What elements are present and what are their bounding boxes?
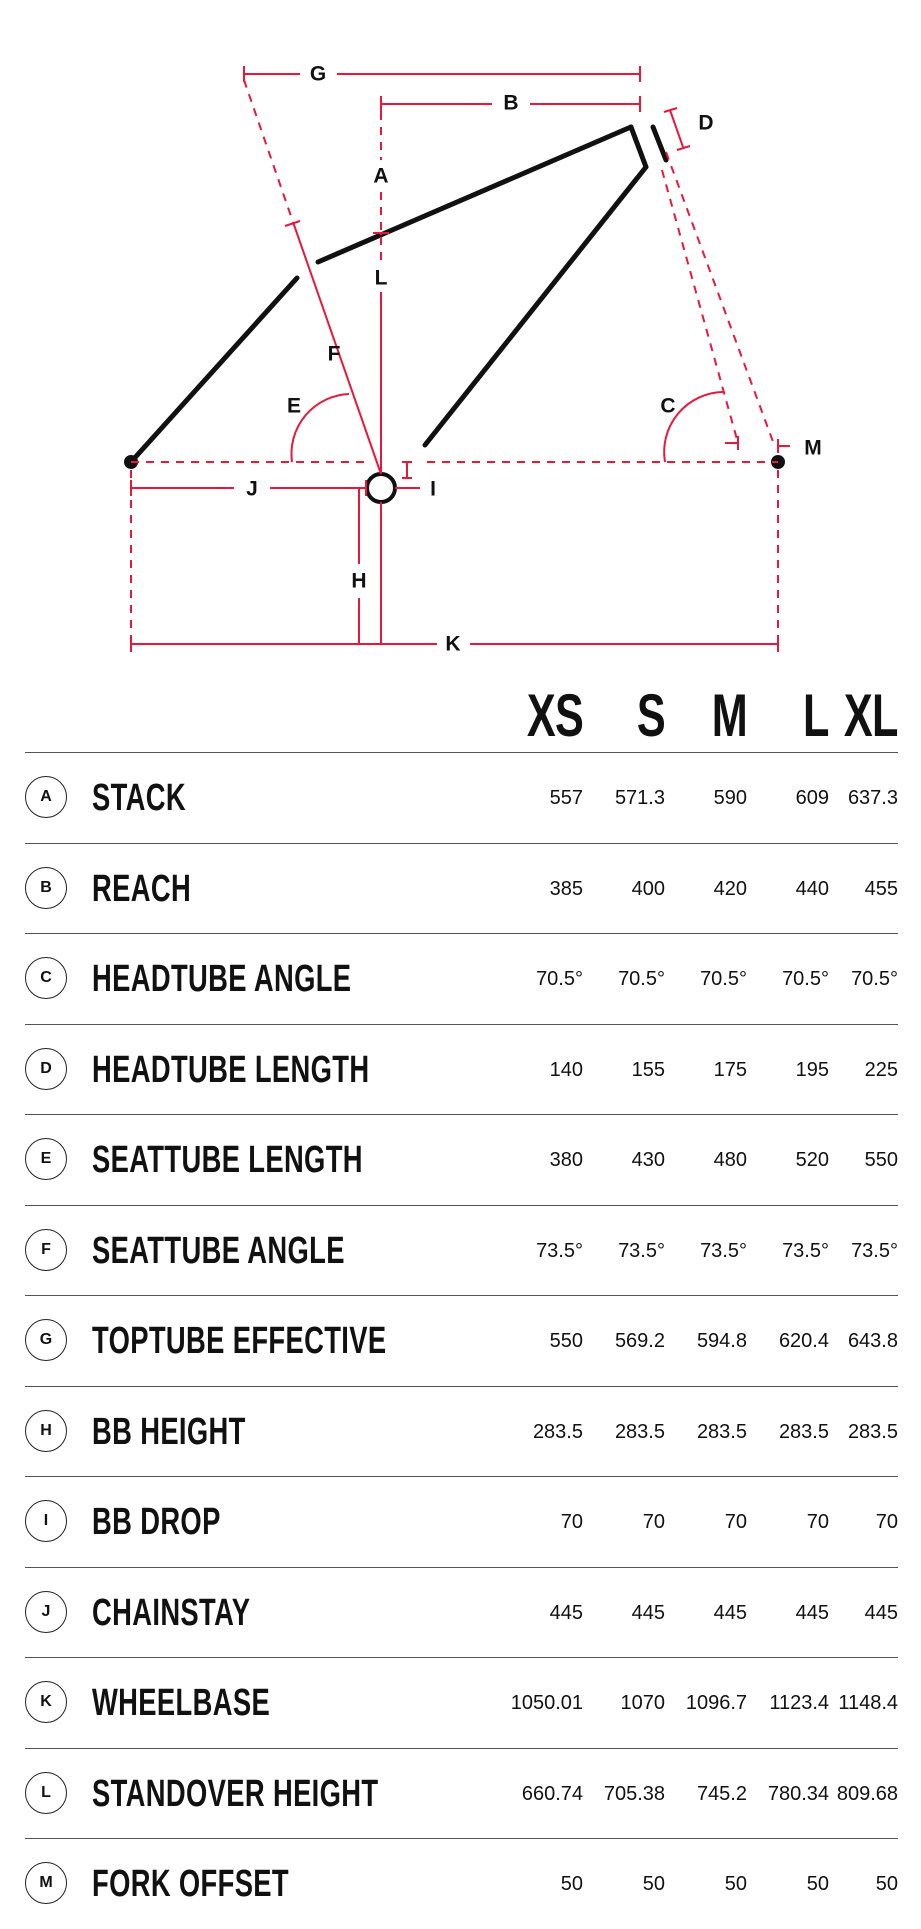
row-value-xs: 70.5° bbox=[536, 968, 583, 990]
row-value-m: 420 bbox=[713, 877, 747, 900]
frame-geometry-diagram bbox=[0, 0, 921, 680]
row-value-l: 283.5 bbox=[778, 1420, 829, 1443]
row-letter-badge: G bbox=[25, 1319, 67, 1361]
row-value-s: 400 bbox=[631, 877, 665, 900]
row-value-s: 569.2 bbox=[614, 1330, 665, 1352]
row-value-l: 195 bbox=[795, 1058, 829, 1081]
row-value-xs: 50 bbox=[560, 1873, 583, 1895]
row-value-m: 283.5 bbox=[696, 1420, 747, 1443]
row-value-xl: 809.68 bbox=[836, 1782, 898, 1805]
row-value-l: 1123.4 bbox=[769, 1692, 829, 1714]
row-value-l: 440 bbox=[795, 877, 829, 900]
row-value-xs: 140 bbox=[549, 1058, 583, 1081]
label-f: F bbox=[327, 342, 341, 366]
down-tube bbox=[425, 167, 646, 445]
row-value-m: 745.2 bbox=[696, 1782, 747, 1805]
row-measurement-name: BB HEIGHT bbox=[92, 1410, 246, 1453]
row-value-m: 50 bbox=[724, 1873, 747, 1895]
row-letter-badge: B bbox=[25, 867, 67, 909]
row-letter-badge: L bbox=[25, 1772, 67, 1814]
row-value-s: 1070 bbox=[620, 1692, 665, 1714]
row-value-xs: 283.5 bbox=[532, 1420, 583, 1443]
size-l: L bbox=[803, 682, 829, 749]
row-value-xl: 70 bbox=[875, 1511, 898, 1533]
row-value-m: 1096.7 bbox=[685, 1692, 747, 1714]
row-value-xl: 225 bbox=[864, 1058, 898, 1081]
row-value-s: 155 bbox=[631, 1058, 665, 1081]
row-value-s: 705.38 bbox=[603, 1782, 665, 1805]
row-value-xl: 283.5 bbox=[847, 1420, 898, 1443]
row-value-xl: 637.3 bbox=[847, 787, 898, 809]
table-row bbox=[25, 1205, 898, 1296]
row-value-l: 520 bbox=[795, 1149, 829, 1171]
row-value-m: 445 bbox=[713, 1601, 747, 1624]
row-letter-badge: M bbox=[25, 1862, 67, 1904]
row-letter-badge: H bbox=[25, 1410, 67, 1452]
row-value-m: 73.5° bbox=[700, 1239, 747, 1262]
row-value-l: 73.5° bbox=[782, 1239, 829, 1262]
size-header bbox=[25, 680, 898, 752]
row-value-m: 70.5° bbox=[700, 968, 747, 990]
row-value-xl: 550 bbox=[864, 1149, 898, 1171]
label-d: D bbox=[698, 111, 714, 135]
row-value-s: 445 bbox=[631, 1601, 665, 1624]
label-e: E bbox=[286, 394, 302, 418]
table-row bbox=[25, 752, 898, 843]
row-measurement-name: BB DROP bbox=[92, 1501, 221, 1543]
row-value-l: 70 bbox=[806, 1511, 829, 1533]
row-value-xl: 455 bbox=[864, 877, 898, 900]
row-value-m: 70 bbox=[724, 1511, 747, 1533]
row-value-xs: 660.74 bbox=[521, 1782, 583, 1805]
row-measurement-name: STACK bbox=[92, 777, 187, 819]
row-measurement-name: SEATTUBE ANGLE bbox=[92, 1229, 345, 1272]
table-row bbox=[25, 1476, 898, 1567]
table-row bbox=[25, 1114, 898, 1205]
row-letter-badge: J bbox=[25, 1591, 67, 1633]
row-measurement-name: WHEELBASE bbox=[92, 1682, 271, 1724]
row-value-xs: 557 bbox=[549, 787, 583, 809]
label-k: K bbox=[445, 632, 461, 656]
row-value-xl: 50 bbox=[875, 1873, 898, 1895]
size-m: M bbox=[711, 682, 747, 749]
row-value-xs: 385 bbox=[549, 877, 583, 900]
table-row bbox=[25, 1386, 898, 1477]
headset-mark bbox=[653, 127, 666, 160]
row-value-s: 571.3 bbox=[614, 787, 665, 809]
table-row bbox=[25, 1657, 898, 1748]
label-h: H bbox=[351, 569, 367, 593]
row-value-l: 620.4 bbox=[778, 1330, 829, 1352]
size-xs: XS bbox=[526, 682, 583, 749]
row-letter-badge: K bbox=[25, 1681, 67, 1723]
row-value-s: 50 bbox=[642, 1873, 665, 1895]
row-value-m: 480 bbox=[713, 1149, 747, 1171]
row-measurement-name: HEADTUBE ANGLE bbox=[92, 958, 352, 1000]
dimension-lines bbox=[131, 66, 790, 652]
table-row bbox=[25, 1024, 898, 1115]
table-row bbox=[25, 1567, 898, 1658]
label-a: A bbox=[373, 164, 389, 188]
label-b: B bbox=[503, 91, 519, 115]
row-value-xs: 73.5° bbox=[536, 1239, 583, 1262]
bike-frame bbox=[131, 127, 666, 462]
row-letter-badge: I bbox=[25, 1500, 67, 1542]
row-value-l: 50 bbox=[806, 1873, 829, 1895]
row-measurement-name: FORK OFFSET bbox=[92, 1863, 289, 1905]
row-letter-badge: F bbox=[25, 1229, 67, 1271]
label-i: I bbox=[430, 477, 436, 501]
row-value-xs: 380 bbox=[549, 1149, 583, 1171]
table-row bbox=[25, 1838, 898, 1929]
row-value-xs: 70 bbox=[560, 1511, 583, 1533]
row-value-s: 70 bbox=[642, 1511, 665, 1533]
label-l: L bbox=[374, 266, 388, 290]
row-value-s: 430 bbox=[631, 1149, 665, 1171]
row-value-xl: 643.8 bbox=[847, 1330, 898, 1352]
row-letter-badge: E bbox=[25, 1138, 67, 1180]
table-row bbox=[25, 1295, 898, 1386]
label-g: G bbox=[309, 62, 327, 86]
row-value-xl: 1148.4 bbox=[838, 1692, 898, 1714]
size-s: S bbox=[636, 682, 665, 749]
row-value-xl: 445 bbox=[864, 1601, 898, 1624]
table-row bbox=[25, 933, 898, 1024]
row-value-l: 780.34 bbox=[767, 1782, 829, 1805]
row-measurement-name: REACH bbox=[92, 867, 192, 910]
row-letter-badge: A bbox=[25, 776, 67, 818]
row-measurement-name: SEATTUBE LENGTH bbox=[92, 1139, 363, 1181]
row-value-m: 590 bbox=[713, 787, 747, 809]
label-c: C bbox=[660, 394, 676, 418]
row-value-m: 175 bbox=[713, 1058, 747, 1081]
row-measurement-name: CHAINSTAY bbox=[92, 1591, 251, 1634]
row-measurement-name: TOPTUBE EFFECTIVE bbox=[92, 1320, 387, 1362]
row-value-s: 73.5° bbox=[618, 1239, 665, 1262]
row-value-xl: 70.5° bbox=[851, 968, 898, 990]
row-letter-badge: C bbox=[25, 957, 67, 999]
label-m: M bbox=[804, 436, 822, 460]
row-value-xl: 73.5° bbox=[851, 1239, 898, 1262]
row-measurement-name: HEADTUBE LENGTH bbox=[92, 1048, 370, 1091]
row-value-xs: 550 bbox=[549, 1330, 583, 1352]
table-row bbox=[25, 1748, 898, 1839]
seat-stay bbox=[131, 278, 297, 462]
row-value-s: 70.5° bbox=[618, 968, 665, 990]
table-row bbox=[25, 843, 898, 934]
row-measurement-name: STANDOVER HEIGHT bbox=[92, 1772, 379, 1815]
row-value-l: 70.5° bbox=[782, 968, 829, 990]
bottom-bracket bbox=[367, 474, 395, 502]
row-value-xs: 445 bbox=[549, 1601, 583, 1624]
row-value-m: 594.8 bbox=[696, 1330, 747, 1352]
row-value-xs: 1050.01 bbox=[510, 1692, 583, 1714]
row-value-l: 445 bbox=[795, 1601, 829, 1624]
size-xl: XL bbox=[844, 682, 898, 749]
row-value-l: 609 bbox=[795, 787, 829, 809]
head-tube bbox=[631, 127, 646, 167]
row-value-s: 283.5 bbox=[614, 1420, 665, 1443]
label-j: J bbox=[246, 477, 258, 501]
row-letter-badge: D bbox=[25, 1048, 67, 1090]
